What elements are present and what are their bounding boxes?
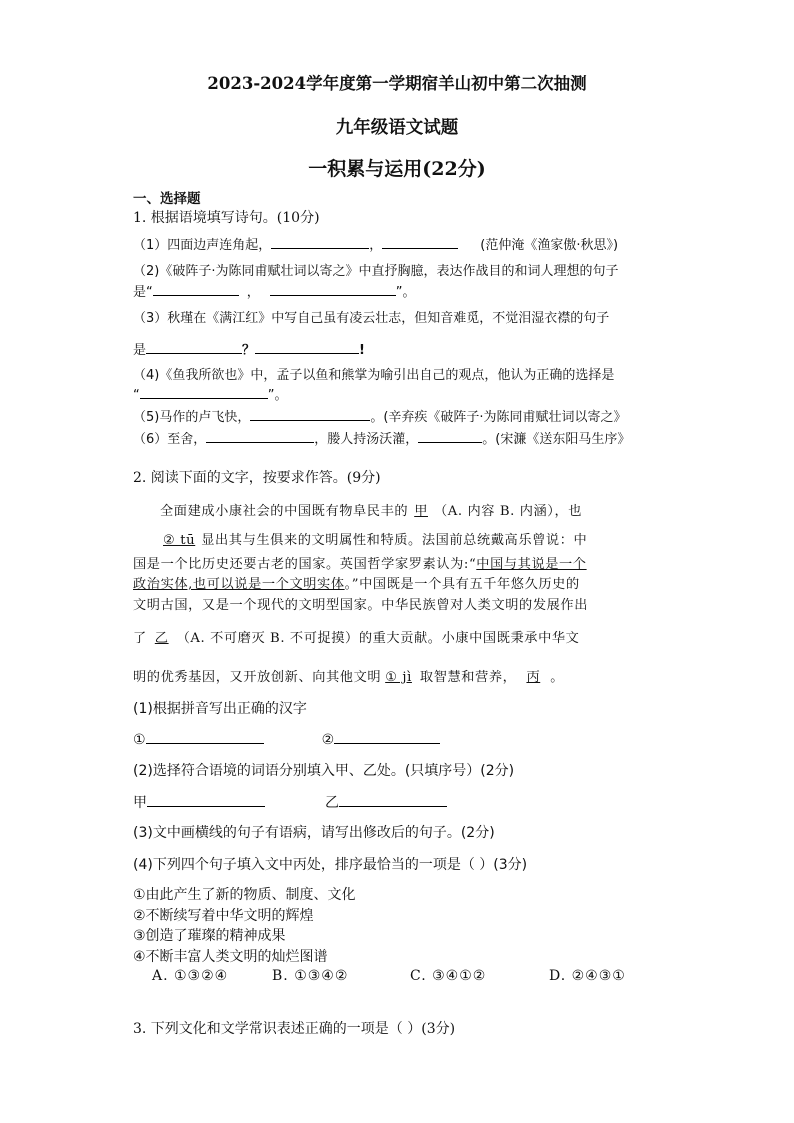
list-item: ②不断续写着中华文明的辉煌 — [133, 908, 314, 924]
passage-line: 了 乙 （A. 不可磨灭 B. 不可捉摸）的重大贡献。小康中国既秉承中华文 — [133, 631, 580, 646]
answer-blank[interactable] — [270, 282, 396, 296]
subq-1: (1)根据拼音写出正确的汉字 — [133, 701, 307, 717]
q1-line5: （5)马作的卢飞快， 。(辛弃疾《破阵子·为陈同甫赋壮词以寄之》 — [133, 406, 627, 425]
q1-line2b: 是“ ， ”。 — [133, 281, 416, 300]
subq-3: (3)文中画横线的句子有语病，请写出修改后的句子。(2分) — [133, 825, 495, 841]
pinyin-blank-1: ① jì — [385, 670, 412, 685]
passage-line: 国是一个比历史还要古老的国家。英国哲学家罗素认为:“中国与其说是一个 — [133, 557, 587, 572]
underlined-sentence: 中国与其说是一个 — [476, 557, 587, 572]
answer-blank[interactable] — [206, 429, 314, 443]
answer-blank[interactable] — [147, 793, 265, 807]
answer-blank[interactable] — [334, 730, 440, 744]
q3-stem: 3. 下列文化和文学常识表述正确的一项是（ ）(3分) — [133, 1021, 456, 1037]
pinyin-blank-2: ② tū — [163, 533, 196, 548]
list-item: ①由此产生了新的物质、制度、文化 — [133, 887, 356, 903]
answer-blank[interactable] — [271, 235, 369, 249]
blank-jia: 甲 — [414, 504, 428, 519]
passage-line: 明的优秀基因，又开放创新、向其他文明 ① jì 取智慧和营养， 丙 。 — [133, 670, 565, 685]
passage-line: 文明古国，又是一个现代的文明型国家。中华民族曾对人类文明的发展作出 — [133, 598, 588, 613]
option-c[interactable]: C. ③④①② — [410, 968, 487, 984]
answer-blank[interactable] — [146, 340, 242, 354]
subq-2-answers: 甲 乙 — [133, 792, 447, 812]
q1-line4: （4)《鱼我所欲也》中，孟子以鱼和熊掌为喻引出自己的观点，他认为正确的选择是 — [133, 368, 615, 383]
answer-blank[interactable] — [140, 385, 268, 399]
blank-yi: 乙 — [154, 631, 169, 646]
q1-stem: 1. 根据语境填写诗句。(10分) — [133, 210, 320, 226]
q1-line3: （3）秋瑾在《满江红》中写自己虽有凌云壮志，但知音难觅，不觉泪湿衣襟的句子 — [133, 311, 610, 326]
answer-blank[interactable] — [146, 730, 264, 744]
exam-title: 2023-2024学年度第一学期宿羊山初中第二次抽测 — [207, 74, 587, 93]
subq-2: (2)选择符合语境的词语分别填入甲、乙处。(只填序号）(2分) — [133, 763, 515, 779]
option-d[interactable]: D. ②④③① — [549, 968, 626, 984]
blank-bing: 丙 — [526, 670, 541, 685]
answer-blank[interactable] — [255, 340, 359, 354]
answer-blank[interactable] — [382, 235, 458, 249]
list-item: ④不断丰富人类文明的灿烂图谱 — [133, 949, 328, 965]
part-heading: 一积累与运用(22分) — [308, 158, 486, 180]
passage-line: 全面建成小康社会的中国既有物阜民丰的 甲 （A. 内容 B. 内涵），也 — [160, 504, 583, 519]
answer-blank[interactable] — [339, 793, 447, 807]
answer-blank[interactable] — [250, 407, 370, 421]
q1-line6: （6）至舍， ，媵人持汤沃灌， 。(宋濂《送东阳马生序》 — [133, 428, 630, 447]
section-heading: 一、选择题 — [133, 191, 201, 207]
passage-line: ② tū 显出其与生俱来的文明属性和特质。法国前总统戴高乐曾说：中 — [133, 529, 587, 548]
exam-subtitle: 九年级语文试题 — [335, 118, 459, 138]
passage-line: 政治实体,也可以说是一个文明实体。”中国既是一个具有五千年悠久历史的 — [133, 577, 580, 592]
option-a[interactable]: A. ①③②④ — [152, 968, 229, 984]
option-b[interactable]: B. ①③④② — [272, 968, 349, 984]
q1-line4b: “ ”。 — [133, 384, 288, 403]
answer-blank[interactable] — [418, 429, 482, 443]
q1-line2: （2)《破阵子·为陈同甫赋壮词以寄之》中直抒胸臆，表达作战目的和词人理想的句子 — [133, 264, 619, 279]
q2-stem: 2. 阅读下面的文字，按要求作答。(9分) — [133, 470, 381, 486]
subq-1-answers: ① ② — [133, 730, 440, 748]
answer-blank[interactable] — [153, 282, 239, 296]
underlined-sentence: 政治实体,也可以说是一个文明实体 — [133, 577, 345, 592]
q1-line3b: 是 ？ ! — [133, 339, 365, 358]
list-item: ③创造了璀璨的精神成果 — [133, 928, 286, 944]
q1-line1: （1）四面边声连角起， ， (范仲淹《渔家傲·秋思》) — [133, 234, 618, 253]
subq-4: (4)下列四个句子填入文中丙处，排序最恰当的一项是（ ）(3分) — [133, 857, 528, 873]
